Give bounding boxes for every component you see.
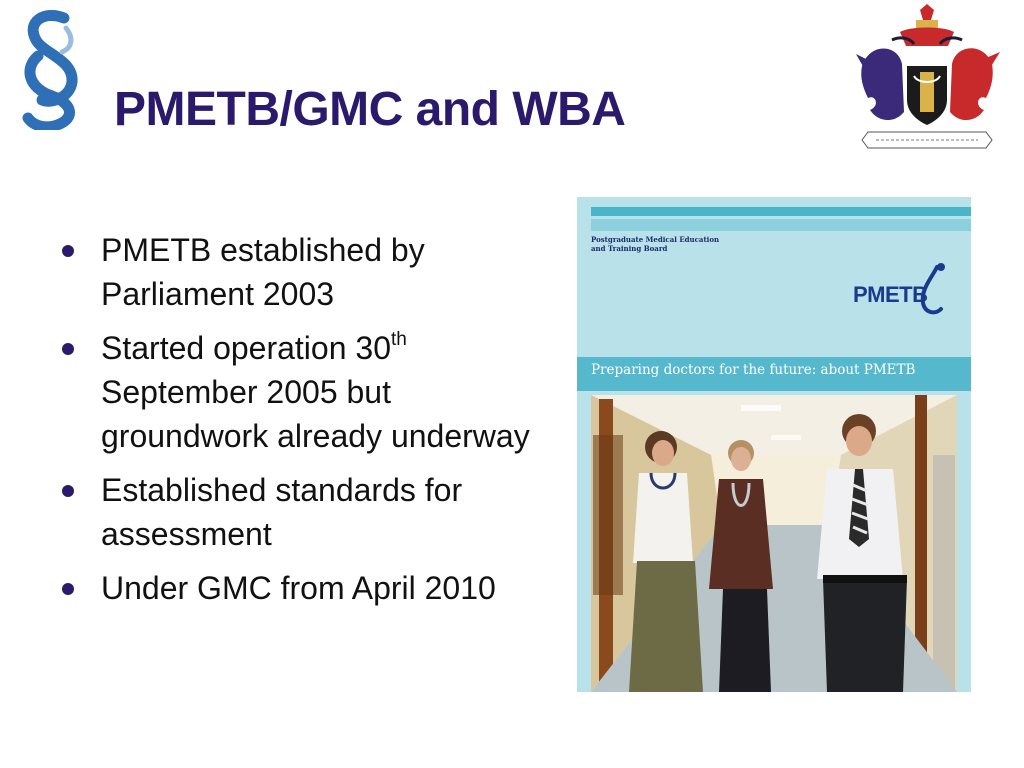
cover-band	[591, 219, 971, 231]
heraldic-crest-icon	[850, 2, 1004, 162]
cover-band	[591, 207, 971, 216]
bullet-superscript: th	[390, 329, 407, 350]
bullet-dot	[62, 485, 74, 497]
cover-organisation	[591, 235, 791, 253]
cover-organisation-line: and Training Board	[591, 244, 668, 253]
bullet-item	[60, 326, 540, 458]
bullet-text: Started operation 30	[101, 330, 391, 366]
bullet-list	[60, 228, 540, 620]
bullet-text: Established standards for assessment	[101, 472, 463, 552]
doctors-corridor-photo	[591, 395, 957, 692]
bullet-dot	[62, 245, 74, 257]
bullet-dot	[62, 583, 74, 595]
bullet-dot	[62, 343, 74, 355]
cover-tagline: Preparing doctors for the future: about PMETB	[591, 362, 916, 378]
slide-title: PMETB/GMC and WBA	[114, 83, 626, 136]
cover-organisation-line: Postgraduate Medical Education	[591, 235, 720, 244]
section-logo-icon	[14, 8, 86, 130]
bullet-text: Under GMC from April 2010	[101, 570, 496, 606]
bullet-text-continued: September 2005 but groundwork already underway	[101, 374, 530, 454]
bullet-item	[60, 468, 540, 556]
bullet-text: PMETB established by Parliament 2003	[101, 232, 425, 312]
bullet-item	[60, 228, 540, 316]
bullet-item	[60, 566, 540, 610]
pmetb-swoosh-icon	[907, 261, 951, 321]
cover-brand: PMETB	[853, 282, 928, 307]
pmetb-brochure-cover	[577, 197, 971, 692]
